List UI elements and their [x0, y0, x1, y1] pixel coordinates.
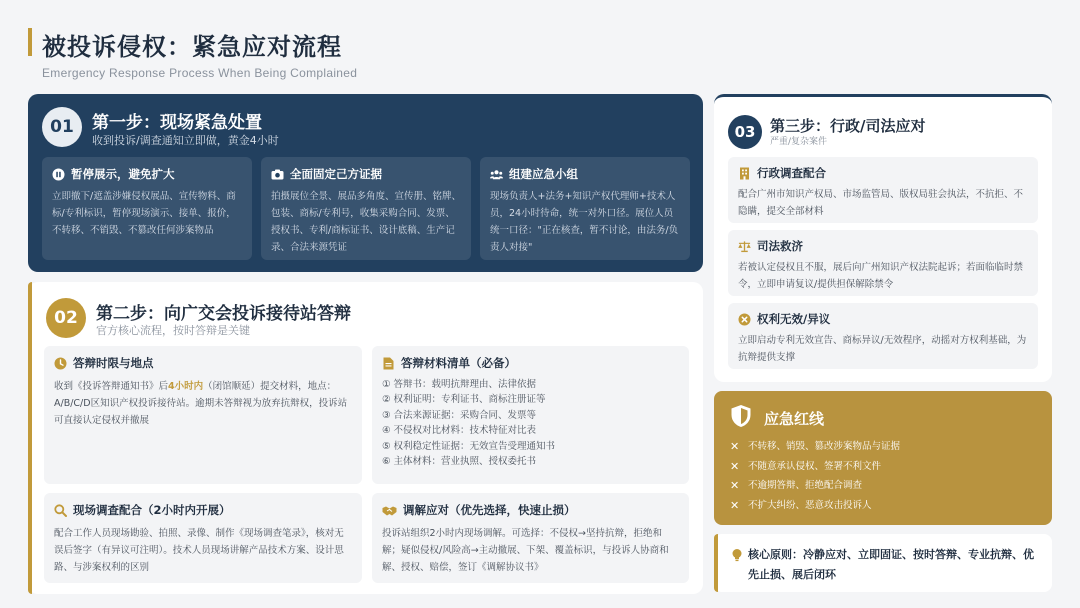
step1-item-pause — [42, 157, 252, 260]
step2-deadline-title: 答辩时限与地点 — [73, 356, 154, 370]
step3-subtitle: 严重/复杂案件 — [770, 137, 828, 147]
step1-item-desc: 拍摄展位全景、展品多角度、宣传册、铭牌、包装、商标/专利号，收集采购合同、发票、授权书、专利/商标证书、设计底稿、生产记录、合法来源凭证 — [271, 191, 462, 253]
building-icon — [738, 167, 751, 180]
step2-deadline — [44, 346, 362, 484]
step1-item-title: 组建应急小组 — [509, 167, 578, 181]
redline-item-text: 不扩大纠纷、恶意攻击投诉人 — [748, 499, 872, 511]
step3-item-title: 行政调查配合 — [757, 166, 826, 180]
pause-icon — [52, 168, 65, 181]
list-item — [730, 437, 900, 457]
handshake-icon — [382, 504, 397, 517]
step2-materials-title: 答辩材料清单（必备） — [401, 356, 516, 370]
step2-deadline-desc — [54, 378, 352, 429]
step3-title: 第三步：行政/司法应对 — [770, 117, 926, 135]
step1-item-title: 暂停展示，避免扩大 — [71, 167, 175, 181]
cross-icon: ✕ — [730, 479, 740, 493]
cross-icon: ✕ — [730, 459, 740, 473]
step2-mediation-title: 调解应对（优先选择，快速止损） — [403, 503, 576, 517]
cross-icon: ✕ — [730, 498, 740, 512]
search-icon — [54, 504, 67, 517]
list-item: ⑤ 权利稳定性证据：无效宣告受理通知书 — [382, 440, 556, 452]
redline-item-text: 不随意承认侵权、签署不利文件 — [748, 460, 882, 472]
materials-list — [382, 377, 679, 469]
step2-number-badge: 02 — [46, 298, 86, 338]
document-icon — [382, 357, 395, 370]
step3-item-desc: 立即启动专利无效宣告、商标异议/无效程序，动摇对方权利基础，为抗辩提供支撑 — [738, 335, 1027, 363]
list-item: ① 答辩书：载明抗辩理由、法律依据 — [382, 379, 537, 390]
step1-item-desc: 现场负责人+法务+知识产权代理师+技术人员，24小时待命，统一对外口径。展位人员统一口径："正在核查，暂不讨论，由法务/负责人对接" — [490, 191, 679, 253]
page-subtitle: Emergency Response Process When Being Complained — [42, 66, 358, 80]
step2-investigation-desc: 配合工作人员现场勘验、拍照、录像、制作《现场调查笔录》，核对无误后签字（有异议可注明）。技术人员现场讲解产品技术方案、设计思路、与涉案权利的区别 — [54, 528, 344, 573]
list-item: ④ 不侵权对比材料：技术特征对比表 — [382, 425, 537, 437]
step3-card — [714, 94, 1052, 382]
users-icon — [490, 168, 503, 181]
deadline-text-post: （闭馆顺延）提交材料，地点：A/B/C/D区知识产权投诉接待站。逾期未答辩视为放弃抗辩权，投诉站可直接认定侵权并撤展 — [54, 381, 348, 426]
camera-icon — [271, 168, 284, 181]
list-item — [730, 476, 900, 496]
deadline-text-pre: 收到《投诉答辩通知书》后 — [54, 381, 169, 392]
redline-item-text: 不逾期答辩、拒绝配合调查 — [748, 480, 863, 492]
step3-item-admin — [728, 157, 1038, 223]
step3-item-desc: 配合广州市知识产权局、市场监管局、版权局驻会执法，不抗拒、不隐瞒，提交全部材料 — [738, 189, 1024, 217]
step1-subtitle: 收到投诉/调查通知立即做，黄金4小时 — [92, 134, 279, 147]
step2-accent-bar — [28, 282, 32, 594]
redline-list — [730, 437, 900, 515]
step1-number-badge: 01 — [42, 107, 82, 147]
redline-title: 应急红线 — [764, 410, 825, 428]
redline-card — [714, 391, 1052, 525]
principle-accent-bar — [714, 534, 718, 592]
step3-item-desc: 若被认定侵权且不服，展后向广州知识产权法院起诉；若面临临时禁令，立即申请复议/提供担保解除禁令 — [738, 262, 1024, 290]
step2-title: 第二步：向广交会投诉接待站答辩 — [96, 304, 351, 324]
step2-card — [28, 282, 703, 594]
principle-text: 核心原则：冷静应对、立即固证、按时答辩、专业抗辩、优先止损、展后闭环 — [748, 548, 1034, 581]
step3-item-title: 司法救济 — [757, 239, 803, 253]
step2-subtitle: 官方核心流程，按时答辩是关键 — [96, 324, 250, 337]
principle-card — [714, 534, 1052, 592]
deadline-highlight: 4小时内 — [168, 381, 204, 392]
step1-item-team — [480, 157, 690, 260]
clock-icon — [54, 357, 67, 370]
step2-mediation-desc: 投诉站组织2小时内现场调解。可选择：不侵权→坚持抗辩，拒绝和解；疑似侵权/风险高→主动撤展、下架、覆盖标识，与投诉人协商和解、授权、赔偿，签订《调解协议书》 — [382, 528, 669, 573]
step1-item-title: 全面固定己方证据 — [290, 167, 382, 181]
list-item — [730, 457, 900, 477]
list-item: ⑥ 主体材料：营业执照、授权委托书 — [382, 456, 537, 468]
cross-icon: ✕ — [730, 440, 740, 453]
step2-investigation-title: 现场调查配合（2小时内开展） — [73, 503, 231, 517]
step1-item-evidence — [261, 157, 471, 260]
scale-icon — [738, 240, 751, 253]
list-item — [730, 496, 900, 516]
step2-investigation — [44, 493, 362, 583]
step1-title: 第一步：现场紧急处置 — [92, 113, 262, 133]
step3-item-title: 权利无效/异议 — [757, 312, 831, 326]
title-accent-bar — [28, 28, 32, 56]
shield-icon — [730, 404, 752, 428]
step3-item-invalid — [728, 303, 1038, 369]
step3-number-badge: 03 — [728, 115, 762, 149]
cross-circle-icon — [738, 313, 751, 326]
step2-mediation — [372, 493, 689, 583]
list-item: ③ 合法来源证据：采购合同、发票等 — [382, 409, 537, 421]
step2-materials — [372, 346, 689, 484]
lightbulb-icon — [730, 547, 744, 561]
step1-card — [28, 94, 703, 272]
page-title: 被投诉侵权：紧急应对流程 — [42, 33, 342, 61]
step3-item-judicial — [728, 230, 1038, 296]
redline-item-text: 不转移、销毁、篡改涉案物品与证据 — [748, 441, 901, 452]
list-item: ② 权利证明：专利证书、商标注册证等 — [382, 394, 546, 406]
step1-item-desc: 立即撤下/遮盖涉嫌侵权展品、宣传物料、商标/专利标识，暂停现场演示、接单、报价，不转移、不销毁、不篡改任何涉案物品 — [52, 191, 236, 236]
